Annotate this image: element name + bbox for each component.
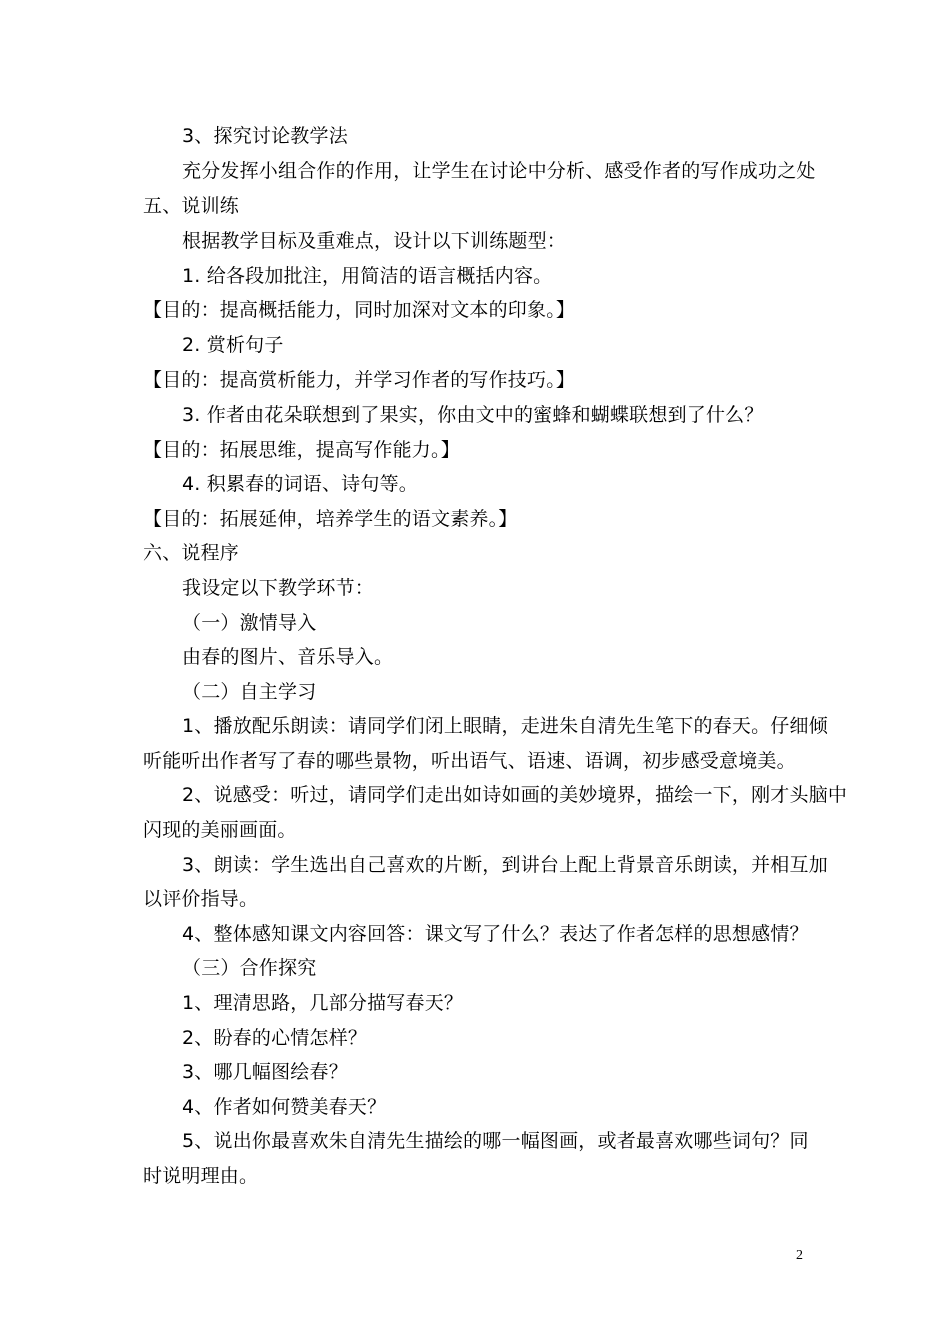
- list-item: 3、哪几幅图绘春？: [182, 1061, 348, 1083]
- text-line: 由春的图片、音乐导入。: [182, 646, 394, 668]
- purpose-note: 【目的：拓展思维，提高写作能力。】: [143, 439, 460, 461]
- subsection-heading: （一）激情导入: [182, 612, 317, 634]
- subsection-heading: （三）合作探究: [182, 957, 317, 979]
- list-item: 5、说出你最喜欢朱自清先生描绘的哪一幅图画，或者最喜欢哪些词句？同: [182, 1130, 809, 1152]
- text-line: 听能听出作者写了春的哪些景物，听出语气、语速、语调，初步感受意境美。: [143, 750, 796, 772]
- list-item: 2、盼春的心情怎样？: [182, 1027, 368, 1049]
- text-line: 3、探究讨论教学法: [182, 125, 348, 147]
- text-line: 以评价指导。: [143, 888, 259, 910]
- list-item: 2. 赏析句子: [182, 334, 284, 356]
- text-line: 1、播放配乐朗读：请同学们闭上眼睛，走进朱自清先生笔下的春天。仔细倾: [182, 715, 828, 737]
- purpose-note: 【目的：拓展延伸，培养学生的语文素养。】: [143, 508, 518, 530]
- text-line: 我设定以下教学环节：: [182, 577, 375, 599]
- list-item: 1、理清思路，几部分描写春天？: [182, 992, 464, 1014]
- list-item: 1. 给各段加批注，用简洁的语言概括内容。: [182, 265, 553, 287]
- list-item: 4、作者如何赞美春天？: [182, 1096, 387, 1118]
- text-line: 3、朗读：学生选出自己喜欢的片断，到讲台上配上背景音乐朗读，并相互加: [182, 854, 828, 876]
- text-line: 2、说感受：听过，请同学们走出如诗如画的美妙境界，描绘一下，刚才头脑中: [182, 784, 848, 806]
- list-item: 时说明理由。: [143, 1165, 259, 1187]
- section-heading: 六、说程序: [143, 542, 240, 564]
- text-line: 闪现的美丽画面。: [143, 819, 297, 841]
- section-heading: 五、说训练: [143, 195, 240, 217]
- purpose-note: 【目的：提高赏析能力，并学习作者的写作技巧。】: [143, 369, 576, 391]
- text-line: 根据教学目标及重难点，设计以下训练题型：: [182, 230, 567, 252]
- text-line: 4、整体感知课文内容回答：课文写了什么？表达了作者怎样的思想感情？: [182, 923, 809, 945]
- page-number: 2: [796, 1248, 803, 1263]
- purpose-note: 【目的：提高概括能力，同时加深对文本的印象。】: [143, 299, 576, 321]
- subsection-heading: （二）自主学习: [182, 681, 317, 703]
- list-item: 4. 积累春的词语、诗句等。: [182, 473, 418, 495]
- text-line: 充分发挥小组合作的作用，让学生在讨论中分析、感受作者的写作成功之处: [182, 160, 816, 182]
- list-item: 3. 作者由花朵联想到了果实，你由文中的蜜蜂和蝴蝶联想到了什么？: [182, 404, 764, 426]
